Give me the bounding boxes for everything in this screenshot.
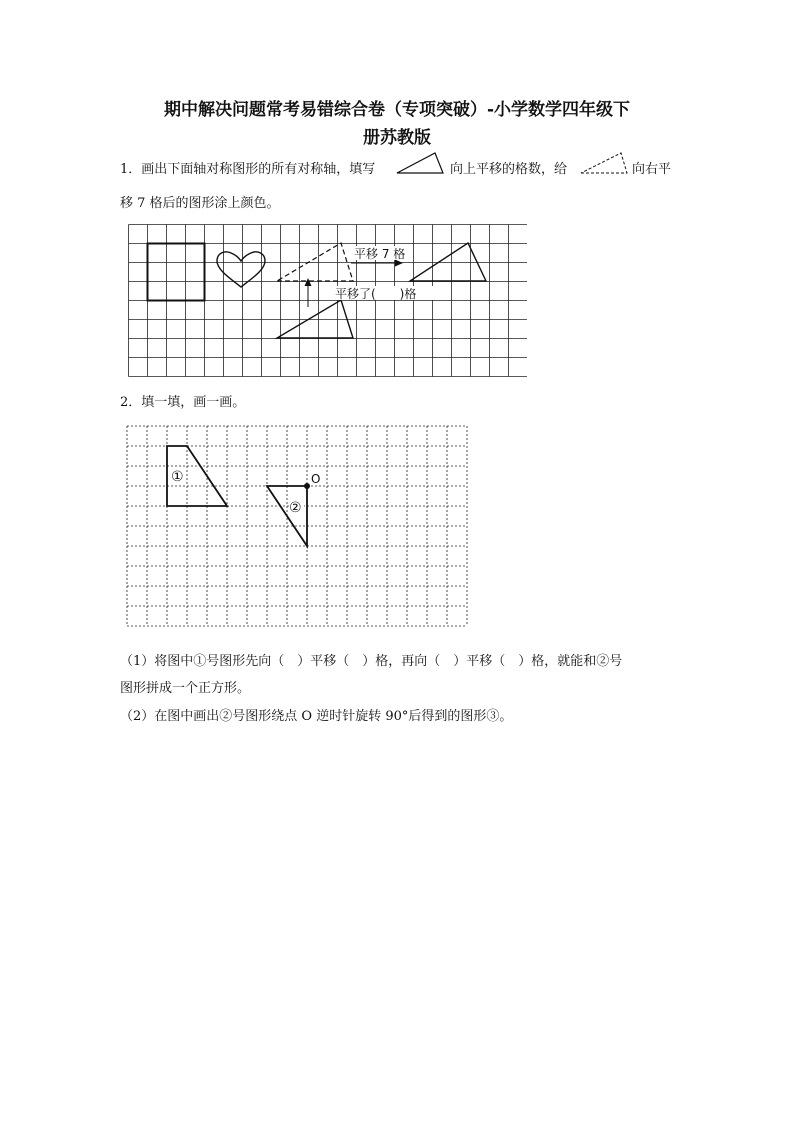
q2-label-o: O xyxy=(311,472,321,486)
q1-dashed-triangle-icon xyxy=(579,150,629,176)
q2-heading: 2．填一填，画一画。 xyxy=(120,395,246,410)
q1-up-arrow-head xyxy=(305,278,312,286)
q1-translated-triangle xyxy=(410,243,486,281)
q1-instruction-line-1 xyxy=(120,158,375,177)
title-line-2: 册苏教版 xyxy=(363,128,431,148)
q2-grid-figure xyxy=(125,424,468,627)
q1-text-c: 向右平 xyxy=(632,162,672,177)
q2-sub1-line-1: （1）将图中①号图形先向（ ）平移（ ）格，再向（ ）平移（ ）格，就能和②号 xyxy=(120,654,623,669)
q1-label-moved: 平移了( )格 xyxy=(335,287,417,301)
q1-grid-figure xyxy=(127,223,527,377)
q2-sub2: （2）在图中画出②号图形绕点 O 逆时针旋转 90°后得到的图形③。 xyxy=(120,709,513,724)
q1-text-a: 1．画出下面轴对称图形的所有对称轴，填写 xyxy=(120,162,376,177)
q1-square xyxy=(148,244,205,301)
q1-dashed-triangle xyxy=(277,243,353,281)
q1-instruction-line-2: 移 7 格后的图形涂上颜色。 xyxy=(120,196,280,211)
q2-sub1-line-2: 图形拼成一个正方形。 xyxy=(120,681,251,696)
q1-text-b: 向上平移的格数，给 xyxy=(450,162,568,177)
q2-label-one: ① xyxy=(171,469,184,485)
q2-point-o xyxy=(304,483,310,489)
q1-solid-triangle xyxy=(277,300,353,338)
page-title xyxy=(100,96,694,152)
title-line-1: 期中解决问题常考易错综合卷（专项突破）-小学数学四年级下 xyxy=(163,100,631,120)
q1-label-move7: 平移 7 格 xyxy=(354,247,406,261)
q2-label-two: ② xyxy=(289,500,302,516)
q2-dotted-grid xyxy=(127,426,467,626)
q1-solid-triangle-icon xyxy=(395,150,445,176)
